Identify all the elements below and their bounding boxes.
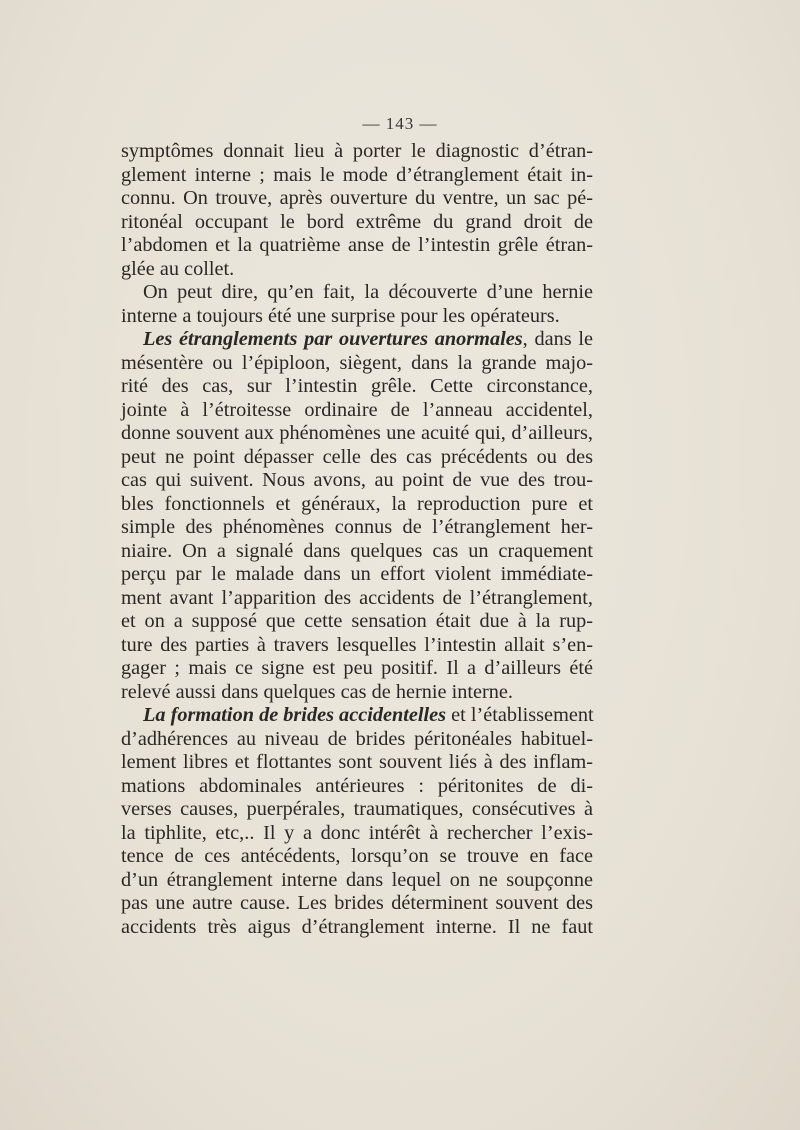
body-text: [121, 140, 593, 939]
text-line: gager ; mais ce signe est peu positif. Il a d’ailleurs été: [121, 657, 593, 679]
text-line: glée au collet.: [121, 257, 235, 280]
text-line: pas une autre cause. Les brides déterminent souvent des: [121, 892, 593, 914]
text-line: On peut dire, qu’en fait, la découverte d’une hernie: [143, 281, 593, 303]
text-line: cas qui suivent. Nous avons, au point de vue des trou-: [121, 469, 593, 491]
text-line: perçu par le malade dans un effort violent immédiate-: [121, 563, 593, 585]
text-line: ture des parties à travers lesquelles l’intestin allait s’en-: [121, 633, 593, 656]
text-line: verses causes, puerpérales, traumatiques, consécutives à: [121, 798, 593, 820]
text-line: simple des phénomènes connus de l’étranglement her-: [121, 516, 593, 538]
text-line: d’un étranglement interne dans lequel on ne soupçonne: [121, 868, 593, 891]
text-line: mations abdominales antérieures : péritonites de di-: [121, 774, 593, 797]
text-line: interne a toujours été une surprise pour les opérateurs.: [121, 304, 560, 327]
text-line: d’adhérences au niveau de brides péritonéales habituel-: [121, 727, 593, 750]
text-line: glement interne ; mais le mode d’étranglement était in-: [121, 163, 593, 186]
text-line: et on a supposé que cette sensation était due à la rup-: [121, 610, 593, 632]
text-line: La formation de brides accidentelles et l’établissement: [143, 704, 594, 726]
text-line: niaire. On a signalé dans quelques cas un craquement: [121, 539, 593, 562]
text-line: accidents très aigus d’étranglement interne. Il ne faut: [121, 915, 593, 938]
text-line: symptômes donnait lieu à porter le diagnostic d’étran-: [121, 140, 593, 162]
text-line: mésentère ou l’épiploon, siègent, dans la grande majo-: [121, 351, 593, 374]
text-line: rité des cas, sur l’intestin grêle. Cette circonstance,: [121, 375, 593, 397]
text-line: connu. On trouve, après ouverture du ventre, un sac pé-: [121, 187, 593, 209]
text-line: la tiphlite, etc,.. Il y a donc intérêt à rechercher l’exis-: [121, 821, 593, 844]
text-line: jointe à l’étroitesse ordinaire de l’anneau accidentel,: [121, 398, 593, 421]
text-line: lement libres et flottantes sont souvent liés à des inflam-: [121, 751, 593, 773]
text-line: peut ne point dépasser celle des cas précédents ou des: [121, 445, 593, 468]
text-line: donne souvent aux phénomènes une acuité qui, d’ailleurs,: [121, 422, 593, 444]
text-line: ment avant l’apparition des accidents de l’étranglement,: [121, 586, 593, 609]
text-line: tence de ces antécédents, lorsqu’on se trouve en face: [121, 845, 593, 867]
page-number: — 143 —: [362, 114, 438, 133]
italic-heading: La formation de brides accidentelles: [143, 704, 447, 726]
text-line: ritonéal occupant le bord extrême du grand droit de: [121, 210, 593, 233]
text-line: Les étranglements par ouvertures anormales, dans le: [143, 328, 593, 350]
text-line: bles fonctionnels et généraux, la reproduction pure et: [121, 492, 593, 515]
italic-heading: Les étranglements par ouvertures anormales: [143, 328, 523, 350]
text-line: l’abdomen et la quatrième anse de l’intestin grêle étran-: [121, 234, 593, 256]
text-line: relevé aussi dans quelques cas de hernie interne.: [121, 680, 513, 703]
